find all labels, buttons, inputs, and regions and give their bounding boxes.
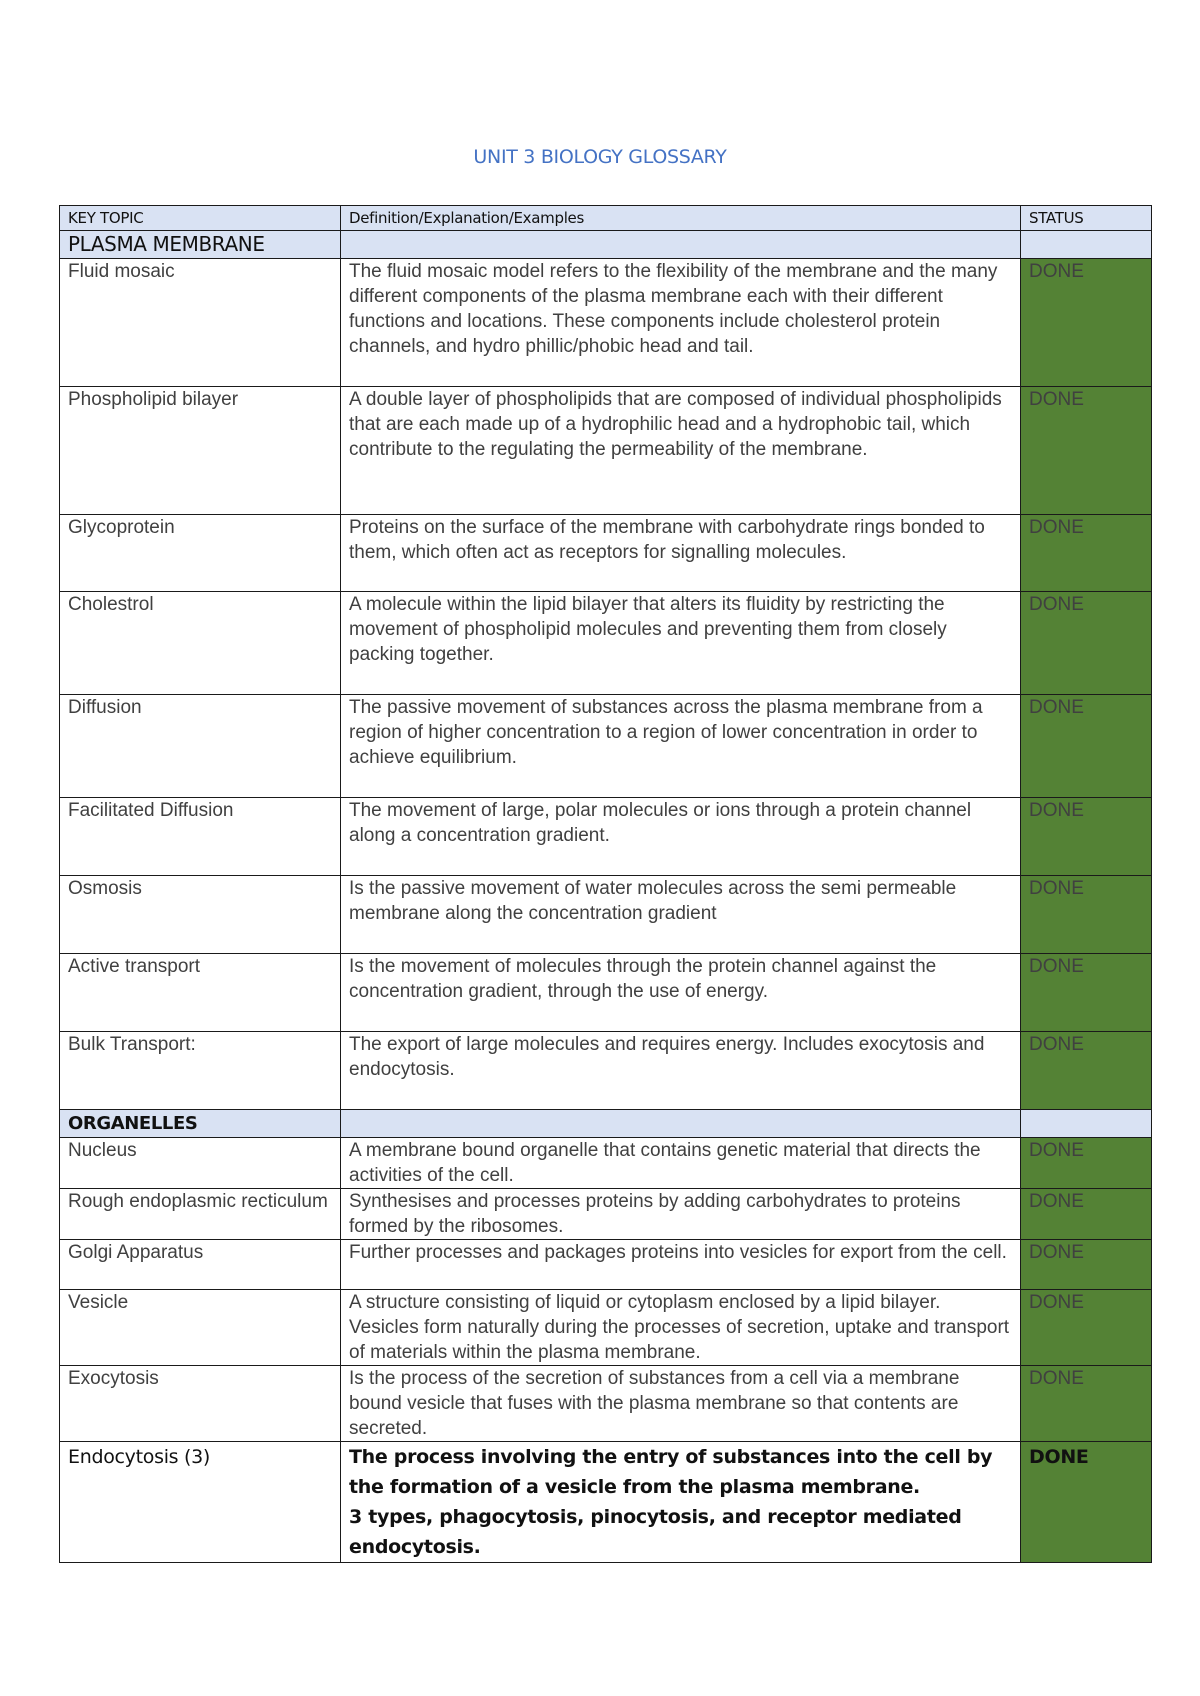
term-cell: Bulk Transport: — [60, 1032, 341, 1110]
status-cell: DONE — [1021, 259, 1152, 387]
table-row — [60, 1189, 1152, 1240]
status-cell: DONE — [1021, 695, 1152, 798]
term-cell: Osmosis — [60, 876, 341, 954]
status-cell: DONE — [1021, 1189, 1152, 1240]
status-cell: DONE — [1021, 1366, 1152, 1442]
definition-cell: A double layer of phospholipids that are composed of individual phospholipids that are each made up of a hydrophilic head and a hydrophobic tail, which contribute to the regulating the permeability of the membrane. — [341, 387, 1021, 515]
table-row — [60, 1138, 1152, 1189]
table-row — [60, 876, 1152, 954]
table-row — [60, 1442, 1152, 1563]
page-title: UNIT 3 BIOLOGY GLOSSARY — [473, 146, 727, 168]
table-row — [60, 515, 1152, 592]
term-cell: Glycoprotein — [60, 515, 341, 592]
term-cell: Nucleus — [60, 1138, 341, 1189]
table-row — [60, 695, 1152, 798]
status-cell: DONE — [1021, 1442, 1152, 1563]
status-cell: DONE — [1021, 876, 1152, 954]
definition-extra-text: 3 types, phagocytosis, pinocytosis, and receptor mediated endocytosis. — [349, 1506, 962, 1558]
section-title: ORGANELLES — [60, 1110, 341, 1138]
definition-cell: A membrane bound organelle that contains genetic material that directs the activities of the cell. — [341, 1138, 1021, 1189]
definition-cell: Is the movement of molecules through the protein channel against the concentration gradient, through the use of energy. — [341, 954, 1021, 1032]
term-cell: Phospholipid bilayer — [60, 387, 341, 515]
definition-cell: Proteins on the surface of the membrane with carbohydrate rings bonded to them, which often act as receptors for signalling molecules. — [341, 515, 1021, 592]
table-row — [60, 387, 1152, 515]
status-cell: DONE — [1021, 1290, 1152, 1366]
definition-cell — [341, 1442, 1021, 1563]
section-row-plasma-membrane — [60, 231, 1152, 259]
status-cell: DONE — [1021, 387, 1152, 515]
term-cell: Fluid mosaic — [60, 259, 341, 387]
definition-text: The process involving the entry of substances into the cell by the formation of a vesicle from the plasma membrane. — [349, 1446, 993, 1498]
term-cell: Golgi Apparatus — [60, 1240, 341, 1290]
status-cell: DONE — [1021, 1138, 1152, 1189]
table-row — [60, 954, 1152, 1032]
column-header-key-topic: KEY TOPIC — [60, 206, 341, 231]
definition-cell: The passive movement of substances across the plasma membrane from a region of higher concentration to a region of lower concentration in order to achieve equilibrium. — [341, 695, 1021, 798]
column-header-status: STATUS — [1021, 206, 1152, 231]
status-cell: DONE — [1021, 798, 1152, 876]
table-row — [60, 798, 1152, 876]
table-row — [60, 592, 1152, 695]
table-row — [60, 1366, 1152, 1442]
definition-cell: A molecule within the lipid bilayer that alters its fluidity by restricting the movement of phospholipid molecules and preventing them from closely packing together. — [341, 592, 1021, 695]
table-row — [60, 1290, 1152, 1366]
definition-cell: The fluid mosaic model refers to the flexibility of the membrane and the many different components of the plasma membrane each with their different functions and locations. These components include cholesterol protein channels, and hydro phillic/phobic head and tail. — [341, 259, 1021, 387]
glossary-table — [59, 205, 1152, 1563]
definition-cell: The movement of large, polar molecules or ions through a protein channel along a concentration gradient. — [341, 798, 1021, 876]
table-row — [60, 1032, 1152, 1110]
term-cell: Diffusion — [60, 695, 341, 798]
term-cell: Exocytosis — [60, 1366, 341, 1442]
definition-cell: The export of large molecules and requires energy. Includes exocytosis and endocytosis. — [341, 1032, 1021, 1110]
status-cell: DONE — [1021, 1240, 1152, 1290]
term-cell: Rough endoplasmic recticulum — [60, 1189, 341, 1240]
table-row — [60, 259, 1152, 387]
definition-cell: A structure consisting of liquid or cytoplasm enclosed by a lipid bilayer. Vesicles form naturally during the processes of secretion, uptake and transport of materials within the plasma membrane. — [341, 1290, 1021, 1366]
status-cell: DONE — [1021, 954, 1152, 1032]
definition-cell: Is the passive movement of water molecules across the semi permeable membrane along the concentration gradient — [341, 876, 1021, 954]
definition-cell: Is the process of the secretion of substances from a cell via a membrane bound vesicle that fuses with the plasma membrane so that contents are secreted. — [341, 1366, 1021, 1442]
term-cell: Cholestrol — [60, 592, 341, 695]
status-cell: DONE — [1021, 1032, 1152, 1110]
term-cell: Vesicle — [60, 1290, 341, 1366]
status-cell: DONE — [1021, 592, 1152, 695]
term-cell: Facilitated Diffusion — [60, 798, 341, 876]
section-row-organelles — [60, 1110, 1152, 1138]
status-cell: DONE — [1021, 515, 1152, 592]
term-cell: Active transport — [60, 954, 341, 1032]
table-header-row — [60, 206, 1152, 231]
definition-cell: Further processes and packages proteins into vesicles for export from the cell. — [341, 1240, 1021, 1290]
term-cell: Endocytosis (3) — [60, 1442, 341, 1563]
section-title: PLASMA MEMBRANE — [60, 231, 341, 259]
definition-cell: Synthesises and processes proteins by adding carbohydrates to proteins formed by the ribosomes. — [341, 1189, 1021, 1240]
column-header-definition: Definition/Explanation/Examples — [341, 206, 1021, 231]
table-row — [60, 1240, 1152, 1290]
